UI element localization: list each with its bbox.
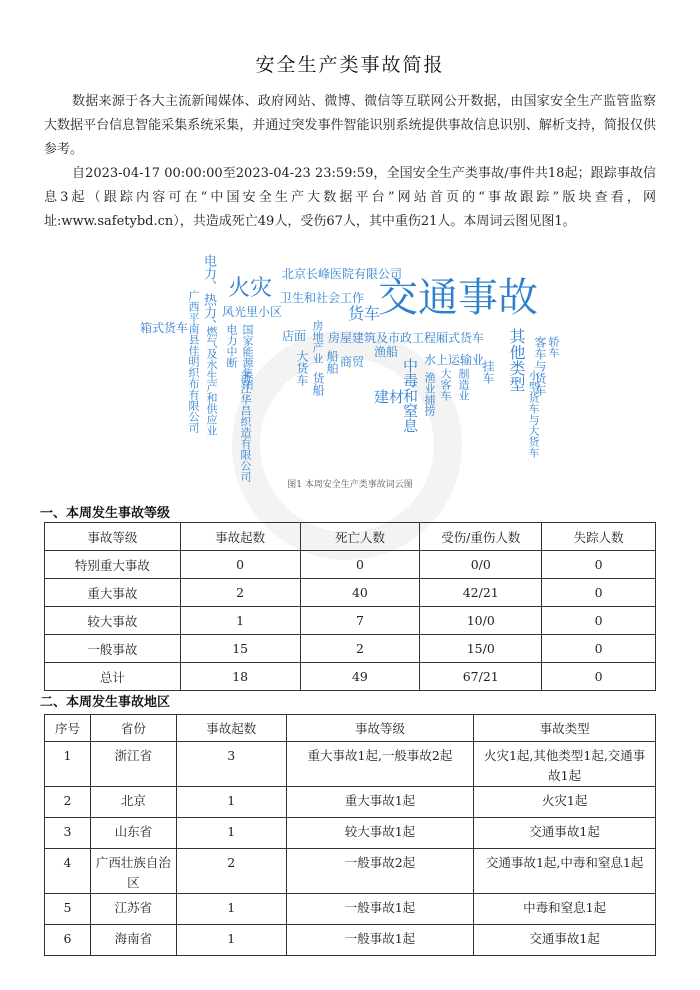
table-cell: 中毒和窒息1起 [474, 894, 656, 925]
table-cell: 10/0 [420, 607, 542, 635]
cloud-word: 房屋建筑及市政工程 [328, 331, 437, 345]
column-header: 事故起数 [180, 523, 300, 551]
cloud-word: 国家能源集团 [241, 324, 254, 390]
table-cell: 浙江省 [90, 742, 176, 787]
region-table-header [45, 715, 656, 742]
cloud-word: 其他类型 [507, 328, 526, 392]
table-cell: 2 [176, 849, 286, 894]
column-header: 序号 [45, 715, 91, 742]
table-cell: 交通事故1起 [474, 925, 656, 956]
table-cell: 重大事故1起 [286, 787, 474, 818]
cloud-word: 燃气及水生产和供应业 [205, 326, 218, 436]
table-cell: 1 [176, 818, 286, 849]
column-header: 事故起数 [176, 715, 286, 742]
column-header: 事故类型 [474, 715, 656, 742]
table-cell: 5 [45, 894, 91, 925]
table-cell: 一般事故1起 [286, 894, 474, 925]
cloud-word: 建材 [374, 388, 405, 406]
table-cell: 4 [45, 849, 91, 894]
table-cell: 0 [542, 663, 656, 691]
table-cell: 一般事故 [45, 635, 181, 663]
table-cell: 海南省 [90, 925, 176, 956]
table-cell: 一般事故2起 [286, 849, 474, 894]
level-table-row [45, 607, 656, 635]
word-cloud [130, 240, 570, 482]
table-cell: 15/0 [420, 635, 542, 663]
table-cell: 7 [300, 607, 420, 635]
cloud-word: 船舶 [325, 350, 339, 374]
level-table-row [45, 635, 656, 663]
table-cell: 15 [180, 635, 300, 663]
figure-caption: 图1 本周安全生产类事故词云图 [287, 480, 413, 490]
table-cell: 较大事故1起 [286, 818, 474, 849]
table-cell: 重大事故 [45, 579, 181, 607]
level-table-row [45, 663, 656, 691]
cloud-word: 厢式货车 [436, 331, 485, 345]
summary-paragraph: 自2023-04-17 00:00:00至2023-04-23 23:59:59，全国安全生产类事故/事件共18起；跟踪事故信息3起（跟踪内容可在“中国安全生产大数据平台”网站首页的“事故跟踪”版块查看，网址:www.safetybd.cn），共造成死亡49人，受伤67人，其中重伤21人。本周词云图见图1。 [44, 166, 656, 229]
table-cell: 特别重大事故 [45, 551, 181, 579]
region-table-row [45, 787, 656, 818]
level-table-row [45, 579, 656, 607]
section-title-region: 二、本周发生事故地区 [40, 695, 171, 710]
cloud-word: 火灾 [228, 276, 273, 301]
table-cell: 一般事故1起 [286, 925, 474, 956]
level-table [44, 522, 656, 691]
table-cell: 江苏省 [90, 894, 176, 925]
cloud-word: 渔船 [374, 345, 399, 359]
table-cell: 火灾1起,其他类型1起,交通事故1起 [474, 742, 656, 787]
cloud-word: 北京长峰医院有限公司 [282, 267, 403, 281]
cloud-word: 店面 [282, 329, 307, 343]
cloud-word: 风光里小区 [222, 305, 283, 319]
region-table [44, 714, 656, 956]
table-cell: 1 [176, 787, 286, 818]
table-cell: 6 [45, 925, 91, 956]
column-header: 失踪人数 [542, 523, 656, 551]
table-cell: 重大事故1起,一般事故2起 [286, 742, 474, 787]
region-table-row [45, 742, 656, 787]
table-cell: 67/21 [420, 663, 542, 691]
cloud-word: 商贸 [340, 355, 365, 369]
level-table-header [45, 523, 656, 551]
report-title: 安全生产类事故简报 [255, 54, 445, 76]
column-header: 事故等级 [286, 715, 474, 742]
table-cell: 火灾1起 [474, 787, 656, 818]
table-cell: 0/0 [420, 551, 542, 579]
level-table-row [45, 551, 656, 579]
cloud-word: 制造业 [457, 368, 470, 401]
table-cell: 0 [542, 579, 656, 607]
cloud-word: 卫生和社会工作 [280, 291, 365, 305]
table-cell: 42/21 [420, 579, 542, 607]
cloud-word: 轿车 [547, 336, 560, 358]
table-cell: 1 [45, 742, 91, 787]
section-title-level: 一、本周发生事故等级 [40, 506, 171, 521]
cloud-word: 货船 [311, 372, 325, 396]
table-cell: 北京 [90, 787, 176, 818]
table-cell: 2 [300, 635, 420, 663]
column-header: 省份 [90, 715, 176, 742]
table-cell: 较大事故 [45, 607, 181, 635]
table-cell: 2 [180, 579, 300, 607]
table-cell: 1 [176, 894, 286, 925]
cloud-word: 小型货车与大货车 [527, 370, 540, 458]
cloud-word: 大客车 [439, 368, 452, 401]
table-cell: 49 [300, 663, 420, 691]
region-table-row [45, 818, 656, 849]
column-header: 死亡人数 [300, 523, 420, 551]
table-cell: 0 [300, 551, 420, 579]
table-cell: 0 [180, 551, 300, 579]
cloud-word: 中毒和窒息 [401, 358, 419, 433]
cloud-word: 电力中断 [225, 324, 238, 368]
table-cell: 总计 [45, 663, 181, 691]
region-table-row [45, 925, 656, 956]
cloud-word: 电力、热力、 [201, 254, 216, 332]
table-cell: 1 [176, 925, 286, 956]
cloud-word: 广西平南县佳明织布有限公司 [187, 290, 200, 433]
intro-paragraph: 数据来源于各大主流新闻媒体、政府网站、微博、微信等互联网公开数据，由国家安全生产监管监察大数据平台信息智能采集系统采集，并通过突发事件智能识别系统提供事故信息识别、解析支持，简报仅供参考。 [44, 94, 656, 157]
cloud-word: 货车 [348, 304, 381, 323]
table-cell: 0 [542, 635, 656, 663]
table-cell: 18 [180, 663, 300, 691]
region-table-row [45, 849, 656, 894]
cloud-word: 水上运输业 [424, 353, 485, 367]
table-cell: 广西壮族自治区 [90, 849, 176, 894]
cloud-word: 房地产业 [311, 320, 324, 364]
table-cell: 交通事故1起 [474, 818, 656, 849]
table-cell: 3 [176, 742, 286, 787]
cloud-word: 大货车 [295, 350, 309, 386]
region-table-row [45, 894, 656, 925]
column-header: 事故等级 [45, 523, 181, 551]
column-header: 受伤/重伤人数 [420, 523, 542, 551]
table-cell: 1 [180, 607, 300, 635]
table-cell: 0 [542, 551, 656, 579]
cloud-word: 交通事故 [378, 275, 538, 321]
table-cell: 山东省 [90, 818, 176, 849]
cloud-word: 客车与货车 [533, 336, 547, 396]
cloud-word: 挂车 [481, 360, 495, 384]
cloud-word: 箱式货车 [140, 321, 189, 335]
table-cell: 2 [45, 787, 91, 818]
table-cell: 0 [542, 607, 656, 635]
cloud-word: 浙江华昌织造有限公司 [239, 372, 252, 482]
cloud-word: 渔业捕捞 [423, 372, 436, 416]
table-cell: 3 [45, 818, 91, 849]
table-cell: 交通事故1起,中毒和窒息1起 [474, 849, 656, 894]
table-cell: 40 [300, 579, 420, 607]
